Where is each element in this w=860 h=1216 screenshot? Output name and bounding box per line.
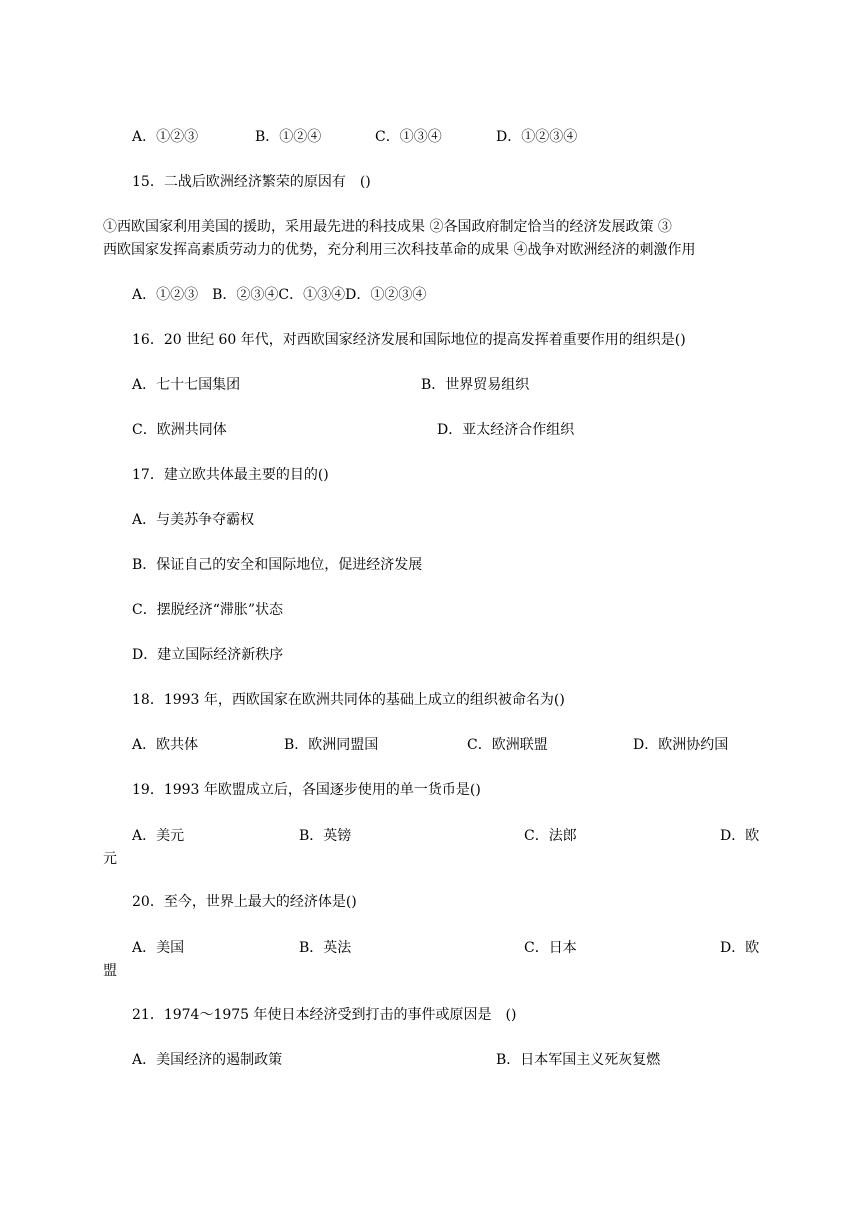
q14-option-b: B．①②④: [255, 129, 322, 145]
q18-option-c: C．欧洲联盟: [467, 737, 548, 753]
q17-option-a: A．与美苏争夺霸权: [132, 512, 255, 528]
q17-option-c: C．摆脱经济“滞胀”状态: [132, 602, 284, 618]
q19-option-a: A．美元: [132, 828, 185, 844]
q14-option-c: C．①③④: [375, 129, 442, 145]
q20-option-c: C．日本: [524, 940, 577, 956]
q19-option-d: D．欧: [720, 828, 760, 844]
q16-option-d: D．亚太经济合作组织: [437, 422, 575, 438]
q21-option-a: A．美国经济的遏制政策: [132, 1052, 283, 1068]
q16-option-c: C．欧洲共同体: [132, 422, 227, 438]
q20-option-d: D．欧: [720, 940, 760, 956]
q15-stem: 15．二战后欧洲经济繁荣的原因有 (): [132, 174, 371, 190]
q14-option-d: D．①②③④: [496, 129, 578, 145]
q17-option-d: D．建立国际经济新秩序: [132, 647, 284, 663]
q17-stem: 17．建立欧共体最主要的目的(): [132, 467, 329, 483]
q15-body-line2: 西欧国家发挥高素质劳动力的优势，充分利用三次科技革命的成果 ④战争对欧洲经济的刺激作用: [103, 242, 696, 258]
q15-options: A．①②③ B．②③④C．①③④D．①②③④: [132, 287, 427, 303]
q18-option-b: B．欧洲同盟国: [284, 737, 379, 753]
q19-option-d-wrap: 元: [103, 851, 117, 867]
q19-option-b: B．英镑: [299, 828, 352, 844]
q20-option-b: B．英法: [299, 940, 352, 956]
q20-option-d-wrap: 盟: [103, 963, 117, 979]
q20-option-a: A．美国: [132, 940, 185, 956]
q18-stem: 18．1993 年，西欧国家在欧洲共同体的基础上成立的组织被命名为(): [132, 692, 565, 708]
q16-option-a: A．七十七国集团: [132, 377, 241, 393]
q17-option-b: B．保证自己的安全和国际地位，促进经济发展: [132, 557, 423, 573]
q15-body-line1: ①西欧国家利用美国的援助，采用最先进的科技成果 ②各国政府制定恰当的经济发展政策 ③: [103, 219, 672, 235]
q21-stem: 21．1974～1975 年使日本经济受到打击的事件或原因是 (): [132, 1007, 517, 1023]
q18-option-a: A．欧共体: [132, 737, 199, 753]
q19-stem: 19．1993 年欧盟成立后，各国逐步使用的单一货币是(): [132, 782, 481, 798]
q16-option-b: B．世界贸易组织: [421, 377, 530, 393]
q18-option-d: D．欧洲协约国: [633, 737, 729, 753]
q14-option-a: A．①②③: [132, 129, 199, 145]
q16-stem: 16．20 世纪 60 年代，对西欧国家经济发展和国际地位的提高发挥着重要作用的组织是(): [132, 332, 686, 348]
q20-stem: 20．至今，世界上最大的经济体是(): [132, 894, 357, 910]
q21-option-b: B．日本军国主义死灰复燃: [496, 1052, 661, 1068]
q19-option-c: C．法郎: [524, 828, 577, 844]
